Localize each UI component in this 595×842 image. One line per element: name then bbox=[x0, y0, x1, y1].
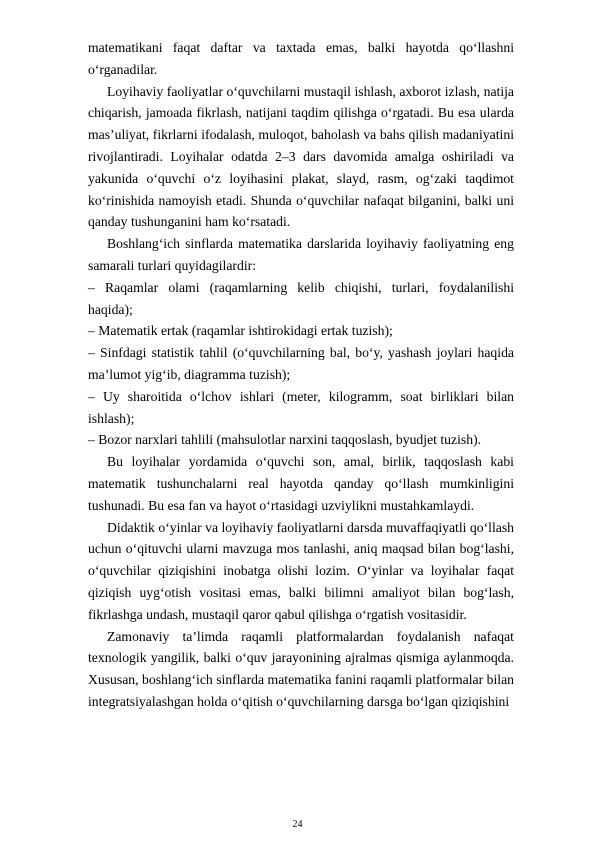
paragraph-project-activities: Loyihaviy faoliyatlar o‘quvchilarni mustaqil ishlash, axborot izlash, natija chiqarish, jamoada fikrlash, natijani taqdim qilishga o‘rgatadi. Bu esa ularda mas’uliyat, fikrlarni ifodalash, muloqot, baholash va bahs qilish madaniyatini rivojlantiradi. Loyihalar odatda 2–3 dars davomida amalga oshiriladi va yakunida o‘quvchi o‘z loyihasini plakat, slayd, rasm, og‘zaki taqdimot ko‘rinishida namoyish etadi. Shunda o‘quvchilar nafaqat bilganini, balki uni qanday tushunganini ham ko‘rsatadi. bbox=[88, 83, 514, 230]
list-item: – Uy sharoitida o‘lchov ishlari (meter, kilogramm, soat birliklari bilan ishlash); bbox=[88, 388, 514, 426]
paragraph-didactic-games: Didaktik o‘yinlar va loyihaviy faoliyatlarni darsda muvaffaqiyatli qo‘llash uchun o‘qituvchi ularni mavzuga mos tanlashi, aniq maqsad bilan bog‘lashi, o‘quvchilar qiziqishini inobatga olishi lozim. O‘yinlar va loyihalar faqat qiziqish uyg‘otish vositasi emas, balki bilimni amaliyot bilan bog‘lash, fikrlashga undash, mustaqil qaror qabul qilishga o‘rgatish vositasidir. bbox=[88, 519, 514, 622]
page-number: 24 bbox=[292, 819, 303, 830]
list-item: – Bozor narxlari tahlili (mahsulotlar narxini taqqoslash, byudjet tuzish). bbox=[88, 432, 482, 448]
paragraph-effective-types-intro: Boshlang‘ich sinflarda matematika darslarida loyihaviy faoliyatning eng samarali turlari quyidagilardir: bbox=[88, 236, 514, 273]
body-text bbox=[88, 37, 514, 713]
paragraph-project-benefits: Bu loyihalar yordamida o‘quvchi son, amal, birlik, taqqoslash kabi matematik tushunchalarni real hayotda qanday qo‘llash mumkinligini tushunadi. Bu esa fan va hayot o‘rtasidagi uzviylikni mustahkamlaydi. bbox=[88, 454, 514, 513]
list-item: – Matematik ertak (raqamlar ishtirokidagi ertak tuzish); bbox=[88, 323, 393, 339]
list-item: – Sinfdagi statistik tahlil (o‘quvchilarning bal, bo‘y, yashash joylari haqida ma’lumot yig‘ib, diagramma tuzish); bbox=[88, 345, 514, 382]
paragraph-digital-platforms: Zamonaviy ta’limda raqamli platformalardan foydalanish nafaqat texnologik yangilik, balki o‘quv jarayonining ajralmas qismiga aylanmoqda. Xususan, boshlang‘ich sinflarda matematika fanini raqamli platformalar bilan integratsiyalashgan holda o‘qitish o‘quvchilarning darsga bo‘lgan qiziqishini bbox=[88, 628, 514, 709]
list-item: – Raqamlar olami (raqamlarning kelib chiqishi, turlari, foydalanilishi haqida); bbox=[88, 279, 514, 317]
paragraph-continuation: matematikani faqat daftar va taxtada emas, balki hayotda qo‘llashni o‘rganadilar. bbox=[88, 40, 514, 77]
